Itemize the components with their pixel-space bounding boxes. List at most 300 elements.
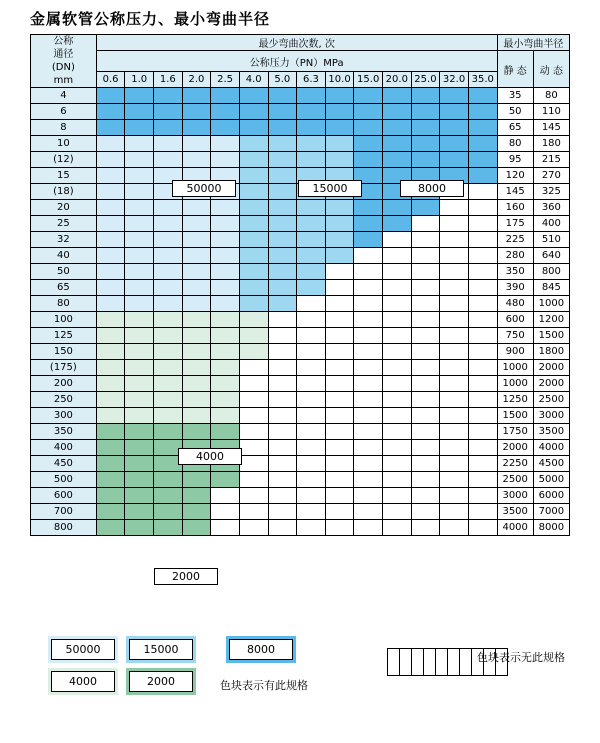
radius-static-value: 1000 bbox=[497, 376, 533, 392]
spec-cell bbox=[411, 424, 440, 440]
spec-cell bbox=[239, 392, 268, 408]
radius-dynamic-value: 2000 bbox=[533, 376, 569, 392]
spec-cell bbox=[411, 312, 440, 328]
spec-cell bbox=[182, 520, 211, 536]
radius-static-value: 145 bbox=[497, 184, 533, 200]
spec-cell bbox=[211, 120, 240, 136]
spec-cell bbox=[239, 168, 268, 184]
table-row bbox=[31, 488, 570, 504]
spec-cell bbox=[325, 392, 354, 408]
spec-cell bbox=[354, 424, 383, 440]
spec-cell bbox=[268, 392, 297, 408]
spec-cell bbox=[297, 152, 326, 168]
spec-cell bbox=[383, 120, 412, 136]
spec-cell bbox=[297, 88, 326, 104]
spec-cell bbox=[125, 168, 154, 184]
spec-table bbox=[30, 34, 570, 536]
spec-cell bbox=[96, 392, 125, 408]
spec-cell bbox=[325, 408, 354, 424]
spec-cell bbox=[325, 88, 354, 104]
spec-cell bbox=[239, 264, 268, 280]
spec-cell bbox=[96, 376, 125, 392]
radius-header: 最小弯曲半径 bbox=[497, 35, 569, 51]
radius-dynamic-value: 4500 bbox=[533, 456, 569, 472]
spec-cell bbox=[468, 472, 497, 488]
spec-cell bbox=[96, 328, 125, 344]
spec-cell bbox=[325, 120, 354, 136]
spec-cell bbox=[182, 264, 211, 280]
spec-cell bbox=[468, 184, 497, 200]
spec-cell bbox=[354, 264, 383, 280]
spec-cell bbox=[325, 264, 354, 280]
spec-cell bbox=[154, 392, 183, 408]
dn-value: 10 bbox=[31, 136, 97, 152]
spec-cell bbox=[154, 408, 183, 424]
spec-cell bbox=[211, 424, 240, 440]
spec-cell bbox=[297, 440, 326, 456]
radius-dynamic-value: 6000 bbox=[533, 488, 569, 504]
spec-cell bbox=[468, 216, 497, 232]
dn-value: 800 bbox=[31, 520, 97, 536]
legend-item-label: 8000 bbox=[229, 639, 293, 660]
pressure-col-header: 25.0 bbox=[411, 72, 440, 88]
spec-cell bbox=[182, 216, 211, 232]
spec-cell bbox=[325, 216, 354, 232]
spec-cell bbox=[154, 344, 183, 360]
spec-cell bbox=[383, 216, 412, 232]
spec-cell bbox=[411, 376, 440, 392]
spec-cell bbox=[440, 200, 469, 216]
pressure-columns-row bbox=[31, 72, 570, 88]
spec-cell bbox=[411, 232, 440, 248]
legend-item-label: 2000 bbox=[129, 671, 193, 692]
spec-cell bbox=[182, 152, 211, 168]
radius-static-value: 120 bbox=[497, 168, 533, 184]
spec-cell bbox=[96, 88, 125, 104]
spec-cell bbox=[411, 488, 440, 504]
spec-cell bbox=[182, 488, 211, 504]
radius-dynamic-value: 80 bbox=[533, 88, 569, 104]
pressure-col-header: 0.6 bbox=[96, 72, 125, 88]
spec-cell bbox=[154, 424, 183, 440]
spec-cell bbox=[182, 248, 211, 264]
spec-cell bbox=[96, 264, 125, 280]
spec-cell bbox=[440, 408, 469, 424]
spec-cell bbox=[182, 328, 211, 344]
dn-value: 20 bbox=[31, 200, 97, 216]
spec-cell bbox=[297, 216, 326, 232]
spec-cell bbox=[468, 456, 497, 472]
legend-item-label: 15000 bbox=[129, 639, 193, 660]
spec-cell bbox=[268, 472, 297, 488]
pressure-col-header: 5.0 bbox=[268, 72, 297, 88]
spec-cell bbox=[297, 376, 326, 392]
spec-cell bbox=[297, 504, 326, 520]
spec-cell bbox=[96, 168, 125, 184]
spec-cell bbox=[154, 312, 183, 328]
spec-cell bbox=[239, 520, 268, 536]
spec-cell bbox=[96, 248, 125, 264]
spec-cell bbox=[383, 376, 412, 392]
spec-cell bbox=[411, 456, 440, 472]
spec-cell bbox=[468, 328, 497, 344]
spec-cell bbox=[354, 216, 383, 232]
spec-cell bbox=[239, 456, 268, 472]
page-title: 金属软管公称压力、最小弯曲半径 bbox=[30, 10, 271, 28]
radius-dynamic-value: 800 bbox=[533, 264, 569, 280]
spec-cell bbox=[440, 88, 469, 104]
spec-cell bbox=[325, 136, 354, 152]
spec-cell bbox=[468, 344, 497, 360]
spec-cell bbox=[239, 104, 268, 120]
spec-cell bbox=[468, 392, 497, 408]
radius-static-value: 390 bbox=[497, 280, 533, 296]
spec-cell bbox=[239, 200, 268, 216]
spec-cell bbox=[325, 104, 354, 120]
radius-dynamic-value: 2000 bbox=[533, 360, 569, 376]
spec-cell bbox=[125, 88, 154, 104]
spec-cell bbox=[325, 456, 354, 472]
spec-cell bbox=[440, 472, 469, 488]
spec-cell bbox=[468, 104, 497, 120]
spec-cell bbox=[268, 424, 297, 440]
dn-value: 600 bbox=[31, 488, 97, 504]
radius-dynamic-value: 510 bbox=[533, 232, 569, 248]
spec-cell bbox=[440, 280, 469, 296]
radius-static-value: 2250 bbox=[497, 456, 533, 472]
spec-cell bbox=[297, 232, 326, 248]
spec-cell bbox=[211, 216, 240, 232]
spec-cell bbox=[125, 376, 154, 392]
spec-cell bbox=[96, 296, 125, 312]
spec-cell bbox=[182, 120, 211, 136]
spec-cell bbox=[440, 248, 469, 264]
spec-cell bbox=[383, 136, 412, 152]
spec-cell bbox=[125, 280, 154, 296]
radius-static-value: 1500 bbox=[497, 408, 533, 424]
dn-value: 700 bbox=[31, 504, 97, 520]
radius-static-value: 900 bbox=[497, 344, 533, 360]
spec-cell bbox=[154, 504, 183, 520]
radius-static-value: 4000 bbox=[497, 520, 533, 536]
spec-cell bbox=[154, 104, 183, 120]
table-row bbox=[31, 88, 570, 104]
spec-cell bbox=[211, 376, 240, 392]
legend-swatch bbox=[48, 636, 118, 663]
spec-cell bbox=[468, 440, 497, 456]
dn-header-line3: (DN) bbox=[51, 62, 75, 73]
pressure-col-header: 1.0 bbox=[125, 72, 154, 88]
spec-cell bbox=[354, 408, 383, 424]
spec-cell bbox=[239, 424, 268, 440]
spec-cell bbox=[354, 152, 383, 168]
spec-cell bbox=[239, 248, 268, 264]
spec-cell bbox=[96, 280, 125, 296]
spec-cell bbox=[96, 216, 125, 232]
spec-cell bbox=[468, 168, 497, 184]
spec-cell bbox=[383, 472, 412, 488]
spec-cell bbox=[268, 232, 297, 248]
spec-cell bbox=[325, 440, 354, 456]
spec-cell bbox=[125, 504, 154, 520]
spec-cell bbox=[297, 472, 326, 488]
spec-cell bbox=[211, 104, 240, 120]
spec-cell bbox=[325, 424, 354, 440]
spec-cell bbox=[354, 520, 383, 536]
pressure-col-header: 4.0 bbox=[239, 72, 268, 88]
spec-cell bbox=[239, 472, 268, 488]
spec-cell bbox=[211, 488, 240, 504]
dn-header-line4: mm bbox=[53, 75, 74, 86]
spec-cell bbox=[383, 280, 412, 296]
table-row bbox=[31, 520, 570, 536]
legend-swatch bbox=[126, 668, 196, 695]
spec-cell bbox=[468, 504, 497, 520]
table-row bbox=[31, 360, 570, 376]
table-row bbox=[31, 424, 570, 440]
table-row bbox=[31, 440, 570, 456]
spec-cell bbox=[440, 328, 469, 344]
spec-cell bbox=[411, 504, 440, 520]
table-body bbox=[31, 88, 570, 536]
spec-cell bbox=[297, 456, 326, 472]
spec-cell bbox=[411, 88, 440, 104]
spec-cell bbox=[354, 488, 383, 504]
spec-cell bbox=[268, 312, 297, 328]
radius-static-header: 静 态 bbox=[497, 51, 533, 88]
spec-cell bbox=[440, 504, 469, 520]
spec-cell bbox=[325, 328, 354, 344]
legend-item-label: 50000 bbox=[51, 639, 115, 660]
spec-cell bbox=[383, 296, 412, 312]
spec-cell bbox=[383, 232, 412, 248]
spec-cell bbox=[154, 296, 183, 312]
radius-dynamic-value: 845 bbox=[533, 280, 569, 296]
spec-cell bbox=[325, 248, 354, 264]
spec-cell bbox=[468, 88, 497, 104]
spec-cell bbox=[411, 360, 440, 376]
spec-cell bbox=[96, 136, 125, 152]
dn-value: 300 bbox=[31, 408, 97, 424]
spec-cell bbox=[125, 152, 154, 168]
table-row bbox=[31, 248, 570, 264]
spec-cell bbox=[96, 344, 125, 360]
spec-cell bbox=[268, 408, 297, 424]
spec-cell bbox=[211, 136, 240, 152]
table-row bbox=[31, 344, 570, 360]
spec-cell bbox=[411, 344, 440, 360]
pressure-header: 公称压力（PN）MPa bbox=[96, 51, 497, 72]
dn-header-line2: 通径 bbox=[53, 49, 74, 60]
spec-cell bbox=[125, 104, 154, 120]
spec-cell bbox=[440, 296, 469, 312]
spec-cell bbox=[96, 120, 125, 136]
table-row bbox=[31, 280, 570, 296]
spec-cell bbox=[297, 104, 326, 120]
spec-cell bbox=[468, 296, 497, 312]
spec-cell bbox=[125, 472, 154, 488]
spec-cell bbox=[268, 344, 297, 360]
spec-cell bbox=[440, 440, 469, 456]
pressure-col-header: 35.0 bbox=[468, 72, 497, 88]
spec-cell bbox=[211, 392, 240, 408]
pressure-col-header: 15.0 bbox=[354, 72, 383, 88]
spec-cell bbox=[354, 312, 383, 328]
spec-cell bbox=[354, 232, 383, 248]
spec-cell bbox=[411, 328, 440, 344]
spec-cell bbox=[297, 424, 326, 440]
spec-cell bbox=[297, 264, 326, 280]
spec-cell bbox=[125, 360, 154, 376]
spec-cell bbox=[411, 520, 440, 536]
spec-cell bbox=[297, 328, 326, 344]
table-row bbox=[31, 376, 570, 392]
radius-static-value: 225 bbox=[497, 232, 533, 248]
spec-cell bbox=[354, 344, 383, 360]
spec-cell bbox=[125, 488, 154, 504]
spec-cell bbox=[325, 488, 354, 504]
spec-cell bbox=[154, 232, 183, 248]
overlay-label: 2000 bbox=[154, 568, 218, 585]
dn-value: 125 bbox=[31, 328, 97, 344]
spec-cell bbox=[411, 472, 440, 488]
spec-cell bbox=[468, 120, 497, 136]
dn-value: 150 bbox=[31, 344, 97, 360]
spec-cell bbox=[211, 408, 240, 424]
spec-cell bbox=[440, 488, 469, 504]
spec-cell bbox=[125, 184, 154, 200]
spec-cell bbox=[383, 264, 412, 280]
spec-cell bbox=[354, 504, 383, 520]
spec-cell bbox=[268, 360, 297, 376]
dn-value: 400 bbox=[31, 440, 97, 456]
spec-cell bbox=[154, 280, 183, 296]
spec-cell bbox=[325, 376, 354, 392]
legend-swatch bbox=[226, 636, 296, 663]
spec-cell bbox=[411, 440, 440, 456]
spec-cell bbox=[354, 104, 383, 120]
radius-dynamic-value: 1000 bbox=[533, 296, 569, 312]
spec-cell bbox=[468, 232, 497, 248]
radius-static-value: 2500 bbox=[497, 472, 533, 488]
spec-cell bbox=[125, 264, 154, 280]
spec-cell bbox=[297, 360, 326, 376]
spec-cell bbox=[125, 456, 154, 472]
spec-table-container bbox=[30, 34, 570, 583]
spec-cell bbox=[440, 520, 469, 536]
radius-static-value: 50 bbox=[497, 104, 533, 120]
table-row bbox=[31, 104, 570, 120]
spec-cell bbox=[96, 424, 125, 440]
spec-cell bbox=[268, 168, 297, 184]
spec-cell bbox=[268, 200, 297, 216]
spec-cell bbox=[268, 184, 297, 200]
spec-cell bbox=[268, 248, 297, 264]
spec-cell bbox=[211, 504, 240, 520]
spec-cell bbox=[325, 344, 354, 360]
spec-cell bbox=[268, 264, 297, 280]
table-row bbox=[31, 504, 570, 520]
spec-cell bbox=[125, 232, 154, 248]
spec-cell bbox=[154, 264, 183, 280]
spec-cell bbox=[354, 472, 383, 488]
swatch-cell bbox=[436, 649, 448, 676]
spec-cell bbox=[239, 216, 268, 232]
spec-cell bbox=[440, 104, 469, 120]
spec-cell bbox=[383, 440, 412, 456]
spec-cell bbox=[297, 136, 326, 152]
spec-cell bbox=[268, 216, 297, 232]
spec-cell bbox=[268, 440, 297, 456]
pressure-col-header: 20.0 bbox=[383, 72, 412, 88]
radius-static-value: 35 bbox=[497, 88, 533, 104]
spec-cell bbox=[96, 472, 125, 488]
radius-dynamic-value: 360 bbox=[533, 200, 569, 216]
spec-cell bbox=[96, 520, 125, 536]
spec-cell bbox=[268, 488, 297, 504]
spec-cell bbox=[239, 376, 268, 392]
pressure-col-header: 32.0 bbox=[440, 72, 469, 88]
spec-cell bbox=[297, 312, 326, 328]
overlay-label: 8000 bbox=[400, 180, 464, 197]
spec-cell bbox=[297, 120, 326, 136]
spec-cell bbox=[297, 296, 326, 312]
spec-cell bbox=[182, 312, 211, 328]
table-row bbox=[31, 152, 570, 168]
spec-cell bbox=[383, 248, 412, 264]
overlay-label: 15000 bbox=[298, 180, 362, 197]
spec-cell bbox=[297, 248, 326, 264]
spec-cell bbox=[440, 360, 469, 376]
spec-cell bbox=[325, 360, 354, 376]
spec-cell bbox=[154, 360, 183, 376]
dn-value: 8 bbox=[31, 120, 97, 136]
spec-cell bbox=[383, 360, 412, 376]
spec-cell bbox=[211, 360, 240, 376]
spec-cell bbox=[268, 520, 297, 536]
spec-cell bbox=[354, 360, 383, 376]
spec-cell bbox=[297, 488, 326, 504]
spec-cell bbox=[239, 360, 268, 376]
spec-cell bbox=[354, 200, 383, 216]
spec-cell bbox=[211, 312, 240, 328]
spec-cell bbox=[211, 328, 240, 344]
radius-static-value: 80 bbox=[497, 136, 533, 152]
radius-static-value: 280 bbox=[497, 248, 533, 264]
spec-cell bbox=[297, 408, 326, 424]
spec-cell bbox=[182, 504, 211, 520]
dn-value: 200 bbox=[31, 376, 97, 392]
spec-cell bbox=[239, 440, 268, 456]
spec-cell bbox=[211, 248, 240, 264]
spec-cell bbox=[125, 216, 154, 232]
dn-value: (12) bbox=[31, 152, 97, 168]
spec-cell bbox=[125, 424, 154, 440]
spec-cell bbox=[239, 328, 268, 344]
overlay-label: 50000 bbox=[172, 180, 236, 197]
dn-value: 4 bbox=[31, 88, 97, 104]
spec-cell bbox=[325, 280, 354, 296]
table-row bbox=[31, 392, 570, 408]
radius-dynamic-value: 5000 bbox=[533, 472, 569, 488]
radius-static-value: 600 bbox=[497, 312, 533, 328]
radius-static-value: 350 bbox=[497, 264, 533, 280]
radius-static-value: 95 bbox=[497, 152, 533, 168]
radius-static-value: 3500 bbox=[497, 504, 533, 520]
spec-cell bbox=[154, 120, 183, 136]
spec-cell bbox=[325, 520, 354, 536]
spec-cell bbox=[239, 344, 268, 360]
